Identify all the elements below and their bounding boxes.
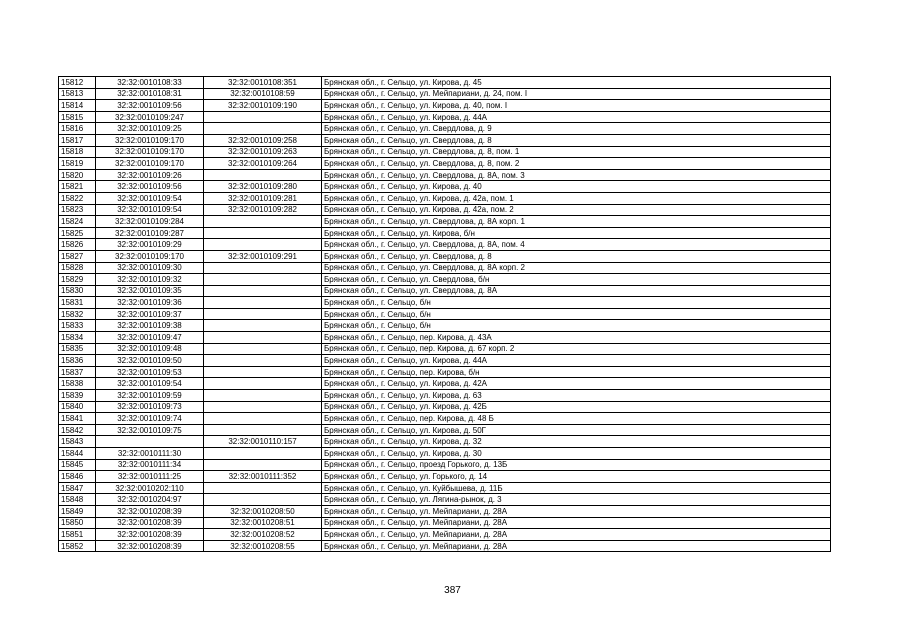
table-row bbox=[59, 401, 831, 413]
row-number-cell: 15839 bbox=[59, 390, 96, 402]
object-number-cell bbox=[204, 169, 322, 181]
parcel-number-cell: 32:32:0010109:56 bbox=[96, 100, 204, 112]
row-number-cell: 15836 bbox=[59, 355, 96, 367]
address-cell: Брянская обл., г. Сельцо, ул. Свердлова, д. 8А bbox=[322, 285, 831, 297]
object-number-cell bbox=[204, 401, 322, 413]
parcel-number-cell: 32:32:0010109:56 bbox=[96, 181, 204, 193]
parcel-number-cell: 32:32:0010109:36 bbox=[96, 297, 204, 309]
parcel-number-cell: 32:32:0010109:53 bbox=[96, 366, 204, 378]
address-cell: Брянская обл., г. Сельцо, ул. Кирова, б/н bbox=[322, 227, 831, 239]
parcel-number-cell: 32:32:0010109:26 bbox=[96, 169, 204, 181]
parcel-number-cell: 32:32:0010111:34 bbox=[96, 459, 204, 471]
parcel-number-cell: 32:32:0010109:38 bbox=[96, 320, 204, 332]
table-row bbox=[59, 471, 831, 483]
parcel-number-cell: 32:32:0010109:170 bbox=[96, 250, 204, 262]
address-cell: Брянская обл., г. Сельцо, ул. Кирова, д. 42а, пом. 2 bbox=[322, 204, 831, 216]
row-number-cell: 15852 bbox=[59, 540, 96, 552]
object-number-cell bbox=[204, 123, 322, 135]
address-cell: Брянская обл., г. Сельцо, ул. Кирова, д. 42Б bbox=[322, 401, 831, 413]
address-cell: Брянская обл., г. Сельцо, ул. Свердлова, д. 8А корп. 1 bbox=[322, 216, 831, 228]
address-cell: Брянская обл., г. Сельцо, ул. Кирова, д. 42а, пом. 1 bbox=[322, 192, 831, 204]
table-row bbox=[59, 158, 831, 170]
object-number-cell bbox=[204, 262, 322, 274]
row-number-cell: 15820 bbox=[59, 169, 96, 181]
registry-table-body bbox=[59, 77, 831, 552]
row-number-cell: 15838 bbox=[59, 378, 96, 390]
address-cell: Брянская обл., г. Сельцо, б/н bbox=[322, 308, 831, 320]
table-row bbox=[59, 540, 831, 552]
row-number-cell: 15818 bbox=[59, 146, 96, 158]
parcel-number-cell: 32:32:0010109:73 bbox=[96, 401, 204, 413]
address-cell: Брянская обл., г. Сельцо, ул. Свердлова, б/н bbox=[322, 274, 831, 286]
parcel-number-cell: 32:32:0010204:97 bbox=[96, 494, 204, 506]
table-row bbox=[59, 366, 831, 378]
row-number-cell: 15827 bbox=[59, 250, 96, 262]
row-number-cell: 15850 bbox=[59, 517, 96, 529]
object-number-cell: 32:32:0010108:59 bbox=[204, 88, 322, 100]
object-number-cell bbox=[204, 111, 322, 123]
parcel-number-cell: 32:32:0010109:54 bbox=[96, 378, 204, 390]
address-cell: Брянская обл., г. Сельцо, ул. Кирова, д. 30 bbox=[322, 448, 831, 460]
row-number-cell: 15840 bbox=[59, 401, 96, 413]
parcel-number-cell: 32:32:0010109:284 bbox=[96, 216, 204, 228]
row-number-cell: 15849 bbox=[59, 505, 96, 517]
address-cell: Брянская обл., г. Сельцо, пер. Кирова, д. 48 Б bbox=[322, 413, 831, 425]
table-row bbox=[59, 308, 831, 320]
row-number-cell: 15837 bbox=[59, 366, 96, 378]
table-row bbox=[59, 355, 831, 367]
address-cell: Брянская обл., г. Сельцо, ул. Кирова, д. 44А bbox=[322, 355, 831, 367]
table-row bbox=[59, 390, 831, 402]
parcel-number-cell: 32:32:0010109:170 bbox=[96, 158, 204, 170]
object-number-cell: 32:32:0010208:50 bbox=[204, 505, 322, 517]
row-number-cell: 15831 bbox=[59, 297, 96, 309]
parcel-number-cell: 32:32:0010108:31 bbox=[96, 88, 204, 100]
parcel-number-cell: 32:32:0010109:59 bbox=[96, 390, 204, 402]
object-number-cell bbox=[204, 482, 322, 494]
row-number-cell: 15828 bbox=[59, 262, 96, 274]
row-number-cell: 15812 bbox=[59, 77, 96, 89]
object-number-cell: 32:32:0010111:352 bbox=[204, 471, 322, 483]
table-row bbox=[59, 250, 831, 262]
object-number-cell: 32:32:0010110:157 bbox=[204, 436, 322, 448]
address-cell: Брянская обл., г. Сельцо, пер. Кирова, д. 67 корп. 2 bbox=[322, 343, 831, 355]
parcel-number-cell: 32:32:0010109:25 bbox=[96, 123, 204, 135]
row-number-cell: 15814 bbox=[59, 100, 96, 112]
table-row bbox=[59, 111, 831, 123]
address-cell: Брянская обл., г. Сельцо, ул. Кирова, д. 40 bbox=[322, 181, 831, 193]
table-row bbox=[59, 181, 831, 193]
object-number-cell bbox=[204, 355, 322, 367]
parcel-number-cell: 32:32:0010109:54 bbox=[96, 204, 204, 216]
object-number-cell: 32:32:0010109:264 bbox=[204, 158, 322, 170]
address-cell: Брянская обл., г. Сельцо, ул. Мейпариани, д. 24, пом. I bbox=[322, 88, 831, 100]
parcel-number-cell: 32:32:0010111:30 bbox=[96, 448, 204, 460]
table-row bbox=[59, 297, 831, 309]
address-cell: Брянская обл., г. Сельцо, ул. Свердлова, д. 8 bbox=[322, 250, 831, 262]
object-number-cell bbox=[204, 378, 322, 390]
object-number-cell bbox=[204, 494, 322, 506]
row-number-cell: 15816 bbox=[59, 123, 96, 135]
row-number-cell: 15832 bbox=[59, 308, 96, 320]
object-number-cell: 32:32:0010208:51 bbox=[204, 517, 322, 529]
parcel-number-cell: 32:32:0010109:247 bbox=[96, 111, 204, 123]
table-row bbox=[59, 204, 831, 216]
table-row bbox=[59, 517, 831, 529]
object-number-cell bbox=[204, 216, 322, 228]
table-row bbox=[59, 134, 831, 146]
table-row bbox=[59, 320, 831, 332]
parcel-number-cell: 32:32:0010109:287 bbox=[96, 227, 204, 239]
parcel-number-cell: 32:32:0010109:47 bbox=[96, 332, 204, 344]
object-number-cell bbox=[204, 459, 322, 471]
row-number-cell: 15842 bbox=[59, 424, 96, 436]
address-cell: Брянская обл., г. Сельцо, ул. Мейпариани, д. 28А bbox=[322, 540, 831, 552]
row-number-cell: 15825 bbox=[59, 227, 96, 239]
table-row bbox=[59, 77, 831, 89]
parcel-number-cell: 32:32:0010109:37 bbox=[96, 308, 204, 320]
page-number: 387 bbox=[444, 585, 461, 596]
table-row bbox=[59, 100, 831, 112]
object-number-cell: 32:32:0010208:55 bbox=[204, 540, 322, 552]
object-number-cell bbox=[204, 297, 322, 309]
parcel-number-cell: 32:32:0010109:54 bbox=[96, 192, 204, 204]
address-cell: Брянская обл., г. Сельцо, ул. Мейпариани, д. 28А bbox=[322, 505, 831, 517]
address-cell: Брянская обл., г. Сельцо, ул. Свердлова, д. 8А, пом. 4 bbox=[322, 239, 831, 251]
table-row bbox=[59, 88, 831, 100]
parcel-number-cell: 32:32:0010111:25 bbox=[96, 471, 204, 483]
parcel-number-cell: 32:32:0010109:32 bbox=[96, 274, 204, 286]
table-row bbox=[59, 332, 831, 344]
object-number-cell: 32:32:0010109:281 bbox=[204, 192, 322, 204]
object-number-cell bbox=[204, 390, 322, 402]
address-cell: Брянская обл., г. Сельцо, проезд Горького, д. 13Б bbox=[322, 459, 831, 471]
address-cell: Брянская обл., г. Сельцо, ул. Куйбышева, д. 11Б bbox=[322, 482, 831, 494]
parcel-number-cell: 32:32:0010109:50 bbox=[96, 355, 204, 367]
row-number-cell: 15821 bbox=[59, 181, 96, 193]
row-number-cell: 15815 bbox=[59, 111, 96, 123]
object-number-cell bbox=[204, 320, 322, 332]
table-row bbox=[59, 413, 831, 425]
table-row bbox=[59, 505, 831, 517]
row-number-cell: 15841 bbox=[59, 413, 96, 425]
registry-table bbox=[58, 76, 831, 552]
address-cell: Брянская обл., г. Сельцо, ул. Свердлова, д. 8, пом. 2 bbox=[322, 158, 831, 170]
address-cell: Брянская обл., г. Сельцо, ул. Свердлова, д. 8А корп. 2 bbox=[322, 262, 831, 274]
parcel-number-cell: 32:32:0010109:170 bbox=[96, 134, 204, 146]
table-row bbox=[59, 448, 831, 460]
table-row bbox=[59, 227, 831, 239]
parcel-number-cell: 32:32:0010108:33 bbox=[96, 77, 204, 89]
address-cell: Брянская обл., г. Сельцо, ул. Кирова, д. 45 bbox=[322, 77, 831, 89]
row-number-cell: 15833 bbox=[59, 320, 96, 332]
table-row bbox=[59, 262, 831, 274]
row-number-cell: 15822 bbox=[59, 192, 96, 204]
table-row bbox=[59, 529, 831, 541]
address-cell: Брянская обл., г. Сельцо, ул. Горького, д. 14 bbox=[322, 471, 831, 483]
row-number-cell: 15851 bbox=[59, 529, 96, 541]
object-number-cell: 32:32:0010208:52 bbox=[204, 529, 322, 541]
row-number-cell: 15829 bbox=[59, 274, 96, 286]
address-cell: Брянская обл., г. Сельцо, ул. Лягина-рынок, д. 3 bbox=[322, 494, 831, 506]
table-row bbox=[59, 494, 831, 506]
parcel-number-cell: 32:32:0010109:48 bbox=[96, 343, 204, 355]
parcel-number-cell: 32:32:0010202:110 bbox=[96, 482, 204, 494]
object-number-cell: 32:32:0010109:263 bbox=[204, 146, 322, 158]
object-number-cell bbox=[204, 424, 322, 436]
address-cell: Брянская обл., г. Сельцо, ул. Кирова, д. 63 bbox=[322, 390, 831, 402]
table-row bbox=[59, 424, 831, 436]
object-number-cell bbox=[204, 274, 322, 286]
table-row bbox=[59, 146, 831, 158]
address-cell: Брянская обл., г. Сельцо, ул. Свердлова, д. 9 bbox=[322, 123, 831, 135]
parcel-number-cell: 32:32:0010109:170 bbox=[96, 146, 204, 158]
parcel-number-cell: 32:32:0010208:39 bbox=[96, 505, 204, 517]
object-number-cell bbox=[204, 227, 322, 239]
object-number-cell bbox=[204, 285, 322, 297]
table-row bbox=[59, 216, 831, 228]
row-number-cell: 15845 bbox=[59, 459, 96, 471]
parcel-number-cell: 32:32:0010109:75 bbox=[96, 424, 204, 436]
parcel-number-cell: 32:32:0010109:29 bbox=[96, 239, 204, 251]
row-number-cell: 15834 bbox=[59, 332, 96, 344]
table-row bbox=[59, 378, 831, 390]
row-number-cell: 15819 bbox=[59, 158, 96, 170]
address-cell: Брянская обл., г. Сельцо, ул. Свердлова, д. 8А, пом. 3 bbox=[322, 169, 831, 181]
address-cell: Брянская обл., г. Сельцо, ул. Свердлова, д. 8 bbox=[322, 134, 831, 146]
row-number-cell: 15847 bbox=[59, 482, 96, 494]
row-number-cell: 15813 bbox=[59, 88, 96, 100]
parcel-number-cell bbox=[96, 436, 204, 448]
object-number-cell: 32:32:0010109:280 bbox=[204, 181, 322, 193]
parcel-number-cell: 32:32:0010208:39 bbox=[96, 540, 204, 552]
address-cell: Брянская обл., г. Сельцо, ул. Мейпариани, д. 28А bbox=[322, 529, 831, 541]
table-row bbox=[59, 285, 831, 297]
table-row bbox=[59, 123, 831, 135]
address-cell: Брянская обл., г. Сельцо, ул. Кирова, д. 42А bbox=[322, 378, 831, 390]
object-number-cell: 32:32:0010108:351 bbox=[204, 77, 322, 89]
address-cell: Брянская обл., г. Сельцо, ул. Кирова, д. 50Г bbox=[322, 424, 831, 436]
object-number-cell bbox=[204, 239, 322, 251]
row-number-cell: 15843 bbox=[59, 436, 96, 448]
table-row bbox=[59, 482, 831, 494]
table-row bbox=[59, 459, 831, 471]
row-number-cell: 15824 bbox=[59, 216, 96, 228]
address-cell: Брянская обл., г. Сельцо, ул. Мейпариани, д. 28А bbox=[322, 517, 831, 529]
table-row bbox=[59, 436, 831, 448]
table-row bbox=[59, 343, 831, 355]
object-number-cell: 32:32:0010109:291 bbox=[204, 250, 322, 262]
row-number-cell: 15846 bbox=[59, 471, 96, 483]
address-cell: Брянская обл., г. Сельцо, ул. Кирова, д. 44А bbox=[322, 111, 831, 123]
table-row bbox=[59, 274, 831, 286]
row-number-cell: 15826 bbox=[59, 239, 96, 251]
parcel-number-cell: 32:32:0010109:35 bbox=[96, 285, 204, 297]
parcel-number-cell: 32:32:0010208:39 bbox=[96, 517, 204, 529]
row-number-cell: 15844 bbox=[59, 448, 96, 460]
address-cell: Брянская обл., г. Сельцо, б/н bbox=[322, 320, 831, 332]
parcel-number-cell: 32:32:0010208:39 bbox=[96, 529, 204, 541]
row-number-cell: 15835 bbox=[59, 343, 96, 355]
object-number-cell bbox=[204, 366, 322, 378]
table-row bbox=[59, 239, 831, 251]
object-number-cell: 32:32:0010109:282 bbox=[204, 204, 322, 216]
row-number-cell: 15848 bbox=[59, 494, 96, 506]
row-number-cell: 15823 bbox=[59, 204, 96, 216]
address-cell: Брянская обл., г. Сельцо, ул. Свердлова, д. 8, пом. 1 bbox=[322, 146, 831, 158]
address-cell: Брянская обл., г. Сельцо, пер. Кирова, б/н bbox=[322, 366, 831, 378]
object-number-cell bbox=[204, 413, 322, 425]
table-row bbox=[59, 169, 831, 181]
address-cell: Брянская обл., г. Сельцо, ул. Кирова, д. 32 bbox=[322, 436, 831, 448]
parcel-number-cell: 32:32:0010109:74 bbox=[96, 413, 204, 425]
address-cell: Брянская обл., г. Сельцо, ул. Кирова, д. 40, пом. I bbox=[322, 100, 831, 112]
object-number-cell: 32:32:0010109:258 bbox=[204, 134, 322, 146]
parcel-number-cell: 32:32:0010109:30 bbox=[96, 262, 204, 274]
object-number-cell bbox=[204, 332, 322, 344]
address-cell: Брянская обл., г. Сельцо, пер. Кирова, д. 43А bbox=[322, 332, 831, 344]
row-number-cell: 15830 bbox=[59, 285, 96, 297]
object-number-cell: 32:32:0010109:190 bbox=[204, 100, 322, 112]
address-cell: Брянская обл., г. Сельцо, б/н bbox=[322, 297, 831, 309]
row-number-cell: 15817 bbox=[59, 134, 96, 146]
object-number-cell bbox=[204, 343, 322, 355]
table-row bbox=[59, 192, 831, 204]
object-number-cell bbox=[204, 448, 322, 460]
object-number-cell bbox=[204, 308, 322, 320]
